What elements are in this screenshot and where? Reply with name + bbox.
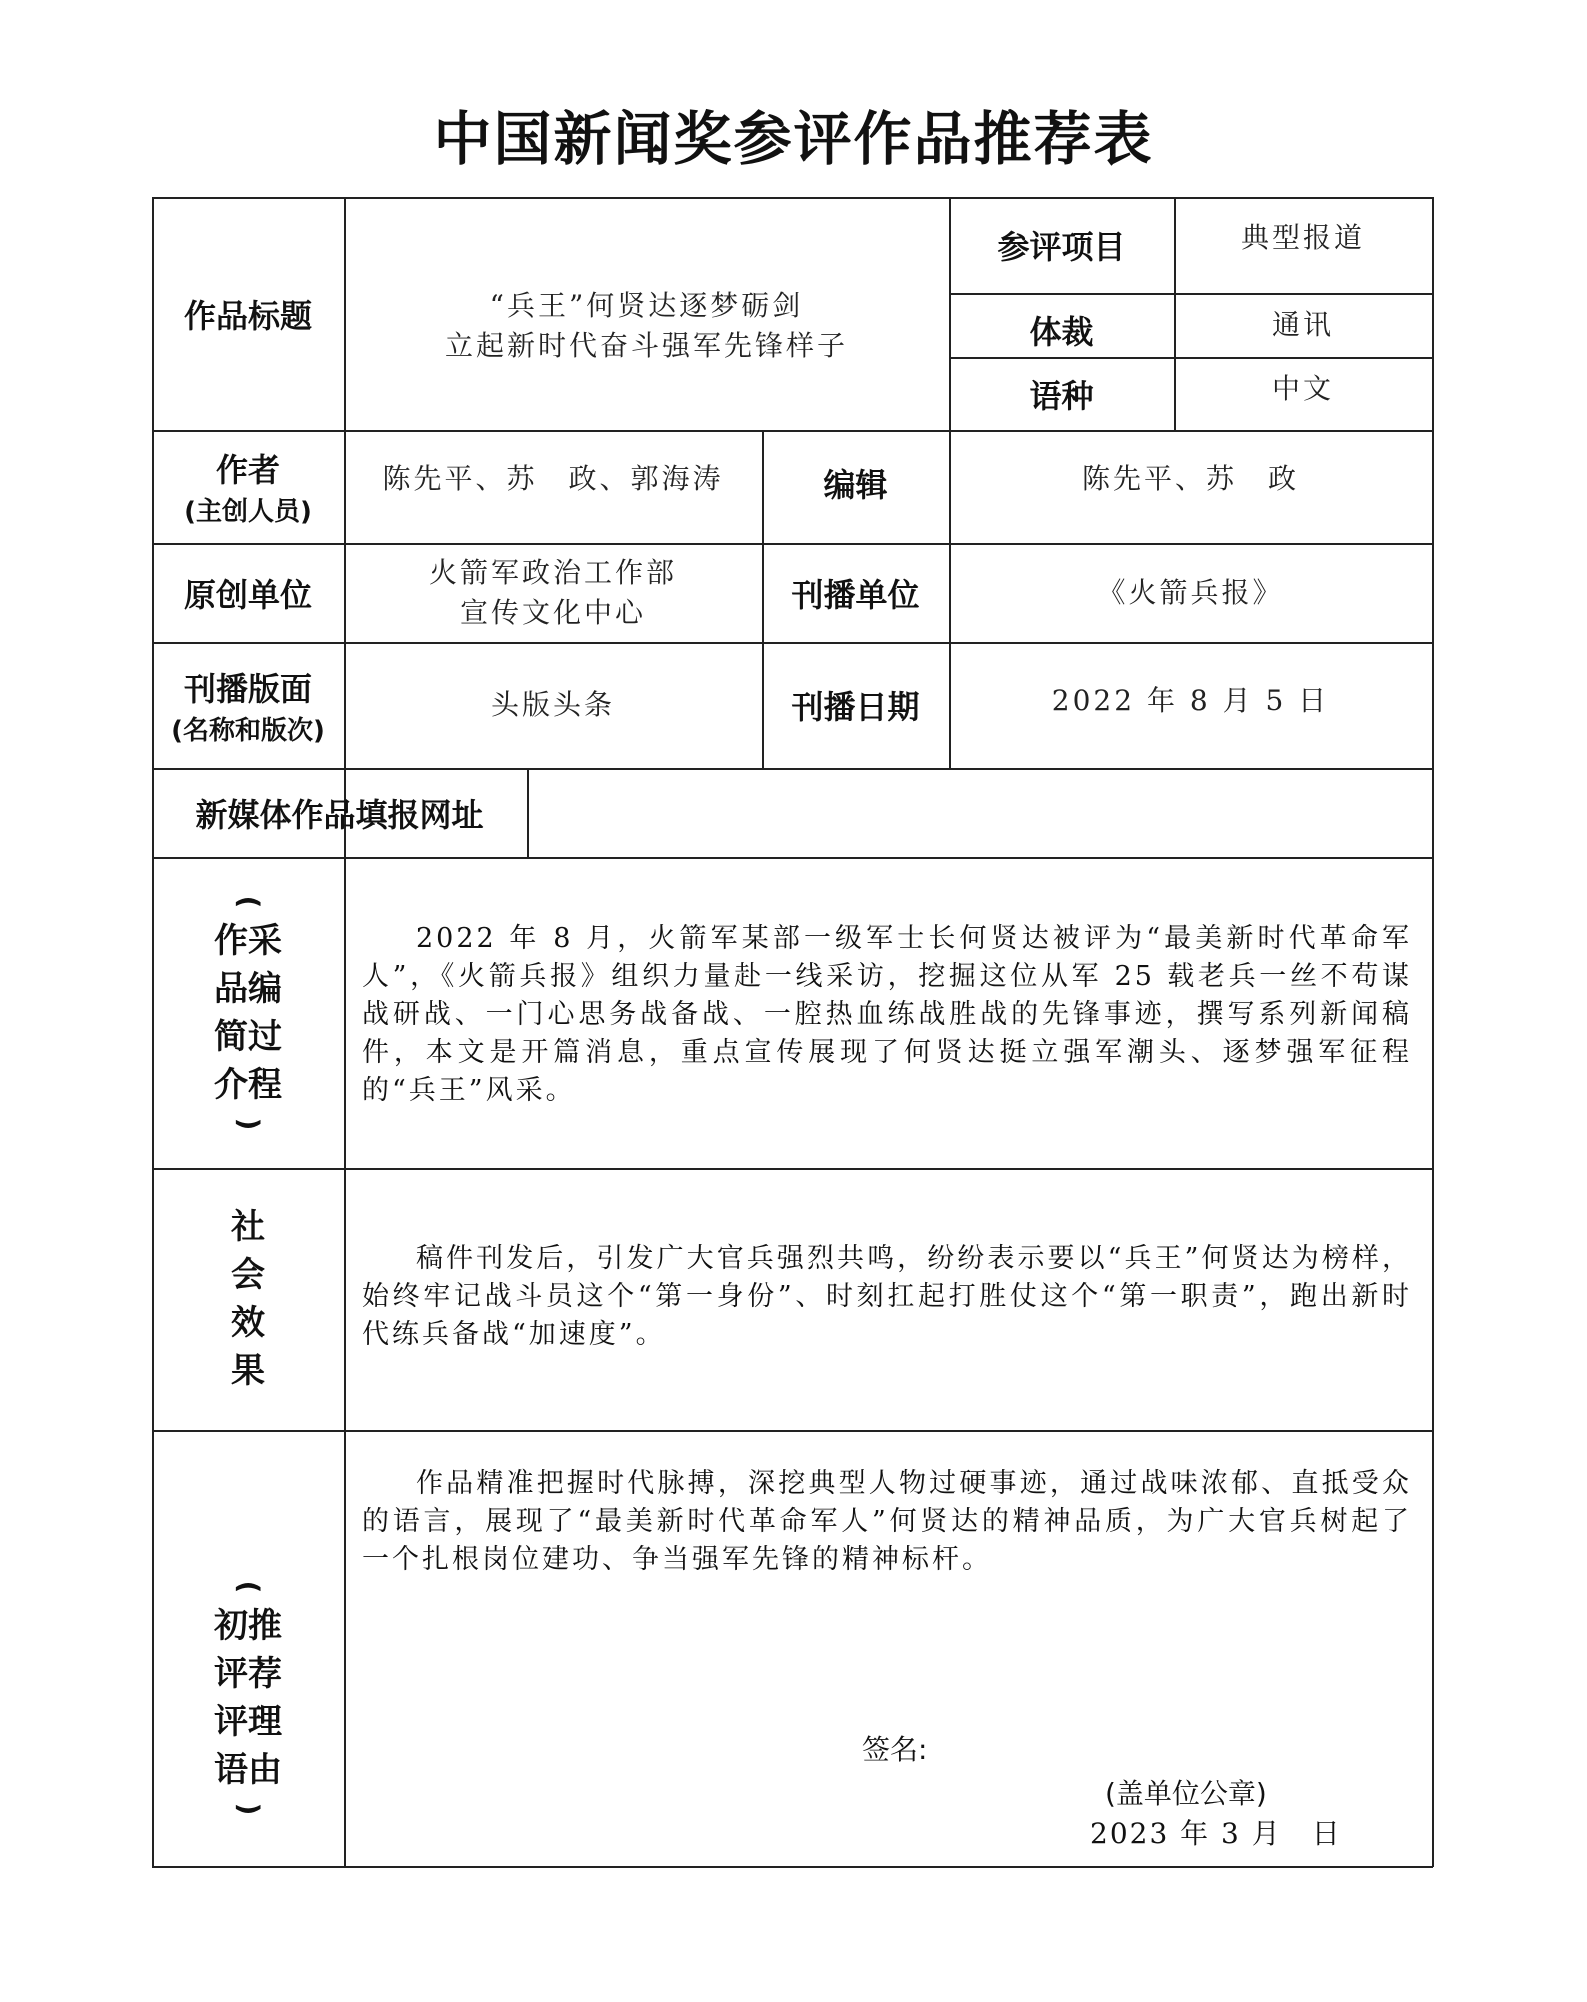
language-value: 中文 xyxy=(1271,371,1334,405)
genre-value: 通讯 xyxy=(1271,308,1334,341)
effect-label-char: 社 xyxy=(231,1207,265,1247)
language-label: 语种 xyxy=(1029,376,1094,415)
page-title: 中国新闻奖参评作品推荐表 xyxy=(433,105,1154,173)
intro-text: 2022 年 8 月，火箭军某部一级军士长何贤达被评为“最美新时代革命军人”，《火箭兵报》组织力量赴一线采访，挖掘这位从军 25 载老兵一丝不苟谋战研战、一门心思务战备战、一腔热血练战胜战的先锋事迹，撰写系列新闻稿件，本文是开篇消息，重点宣传展现了何贤达挺立强军潮头、逐梦强军征程的“兵王”风采。 xyxy=(362,923,1412,1106)
url-label: 新媒体作品填报网址 xyxy=(195,795,484,834)
paren-open: ( xyxy=(231,1580,265,1594)
date-value: 2022 年 8 月 5 日 xyxy=(1051,684,1330,717)
reason-label-row: 评理 xyxy=(214,1702,282,1742)
intro-label xyxy=(152,857,344,1168)
layout-label-cell xyxy=(152,642,344,768)
effect-label xyxy=(152,1168,344,1430)
effect-label-char: 效 xyxy=(231,1303,265,1343)
paren-open: ( xyxy=(231,895,265,908)
author-value: 陈先平、苏 政、郭海涛 xyxy=(382,461,724,495)
layout-value: 头版头条 xyxy=(490,688,615,721)
seal-note: (盖单位公章) xyxy=(1105,1777,1267,1810)
work-title-value xyxy=(344,197,949,430)
author-label-cell xyxy=(152,430,344,543)
reason-label-row: 初推 xyxy=(214,1606,282,1646)
publisher-label: 刊播单位 xyxy=(791,575,920,614)
intro-label-row: 介程 xyxy=(214,1064,282,1105)
work-title-label: 作品标题 xyxy=(183,296,312,335)
origin-line2: 宣传文化中心 xyxy=(459,595,646,629)
date-label: 刊播日期 xyxy=(791,688,920,726)
origin-value xyxy=(344,543,762,642)
intro-label-row: 品编 xyxy=(214,968,282,1009)
work-title-line1: “兵王”何贤达逐梦砺剑 xyxy=(489,288,804,322)
work-title-line2: 立起新时代奋斗强军先锋样子 xyxy=(444,328,848,362)
origin-label: 原创单位 xyxy=(183,575,312,614)
reason-label-row: 语由 xyxy=(214,1750,282,1790)
reason-label xyxy=(152,1430,344,1866)
sign-date: 2023 年 3 月 日 xyxy=(1090,1817,1342,1850)
effect-text: 稿件刊发后，引发广大官兵强烈共鸣，纷纷表示要以“兵王”何贤达为榜样，始终牢记战斗员这个“第一身份”、时刻扛起打胜仗这个“第一职责”，跑出新时代练兵备战“加速度”。 xyxy=(362,1243,1412,1350)
publisher-value: 《火箭兵报》 xyxy=(1097,575,1284,609)
reason-label-row: 评荐 xyxy=(214,1654,282,1694)
author-sublabel: (主创人员) xyxy=(184,497,312,527)
effect-label-char: 果 xyxy=(231,1351,265,1391)
intro-label-row: 作采 xyxy=(214,920,282,961)
author-label: 作者 xyxy=(215,451,280,489)
paren-close: ) xyxy=(231,1802,265,1816)
layout-sublabel: (名称和版次) xyxy=(171,715,325,746)
effect-label-char: 会 xyxy=(231,1255,265,1295)
category-label: 参评项目 xyxy=(997,228,1126,266)
reason-text: 作品精准把握时代脉搏，深挖典型人物过硬事迹，通过战味浓郁、直抵受众的语言，展现了“最美新时代革命军人”何贤达的精神品质，为广大官兵树起了一个扎根岗位建功、争当强军先锋的精神标杆。 xyxy=(362,1468,1412,1575)
editor-label: 编辑 xyxy=(823,465,888,504)
signature-label: 签名: xyxy=(862,1733,928,1766)
url-value[interactable] xyxy=(527,768,1432,857)
paren-close: ) xyxy=(231,1117,265,1130)
intro-label-row: 简过 xyxy=(214,1016,282,1057)
editor-value: 陈先平、苏 政 xyxy=(1081,461,1299,495)
origin-line1: 火箭军政治工作部 xyxy=(428,555,677,589)
category-value: 典型报道 xyxy=(1240,221,1365,254)
genre-label: 体裁 xyxy=(1029,313,1094,351)
layout-label: 刊播版面 xyxy=(183,669,312,708)
